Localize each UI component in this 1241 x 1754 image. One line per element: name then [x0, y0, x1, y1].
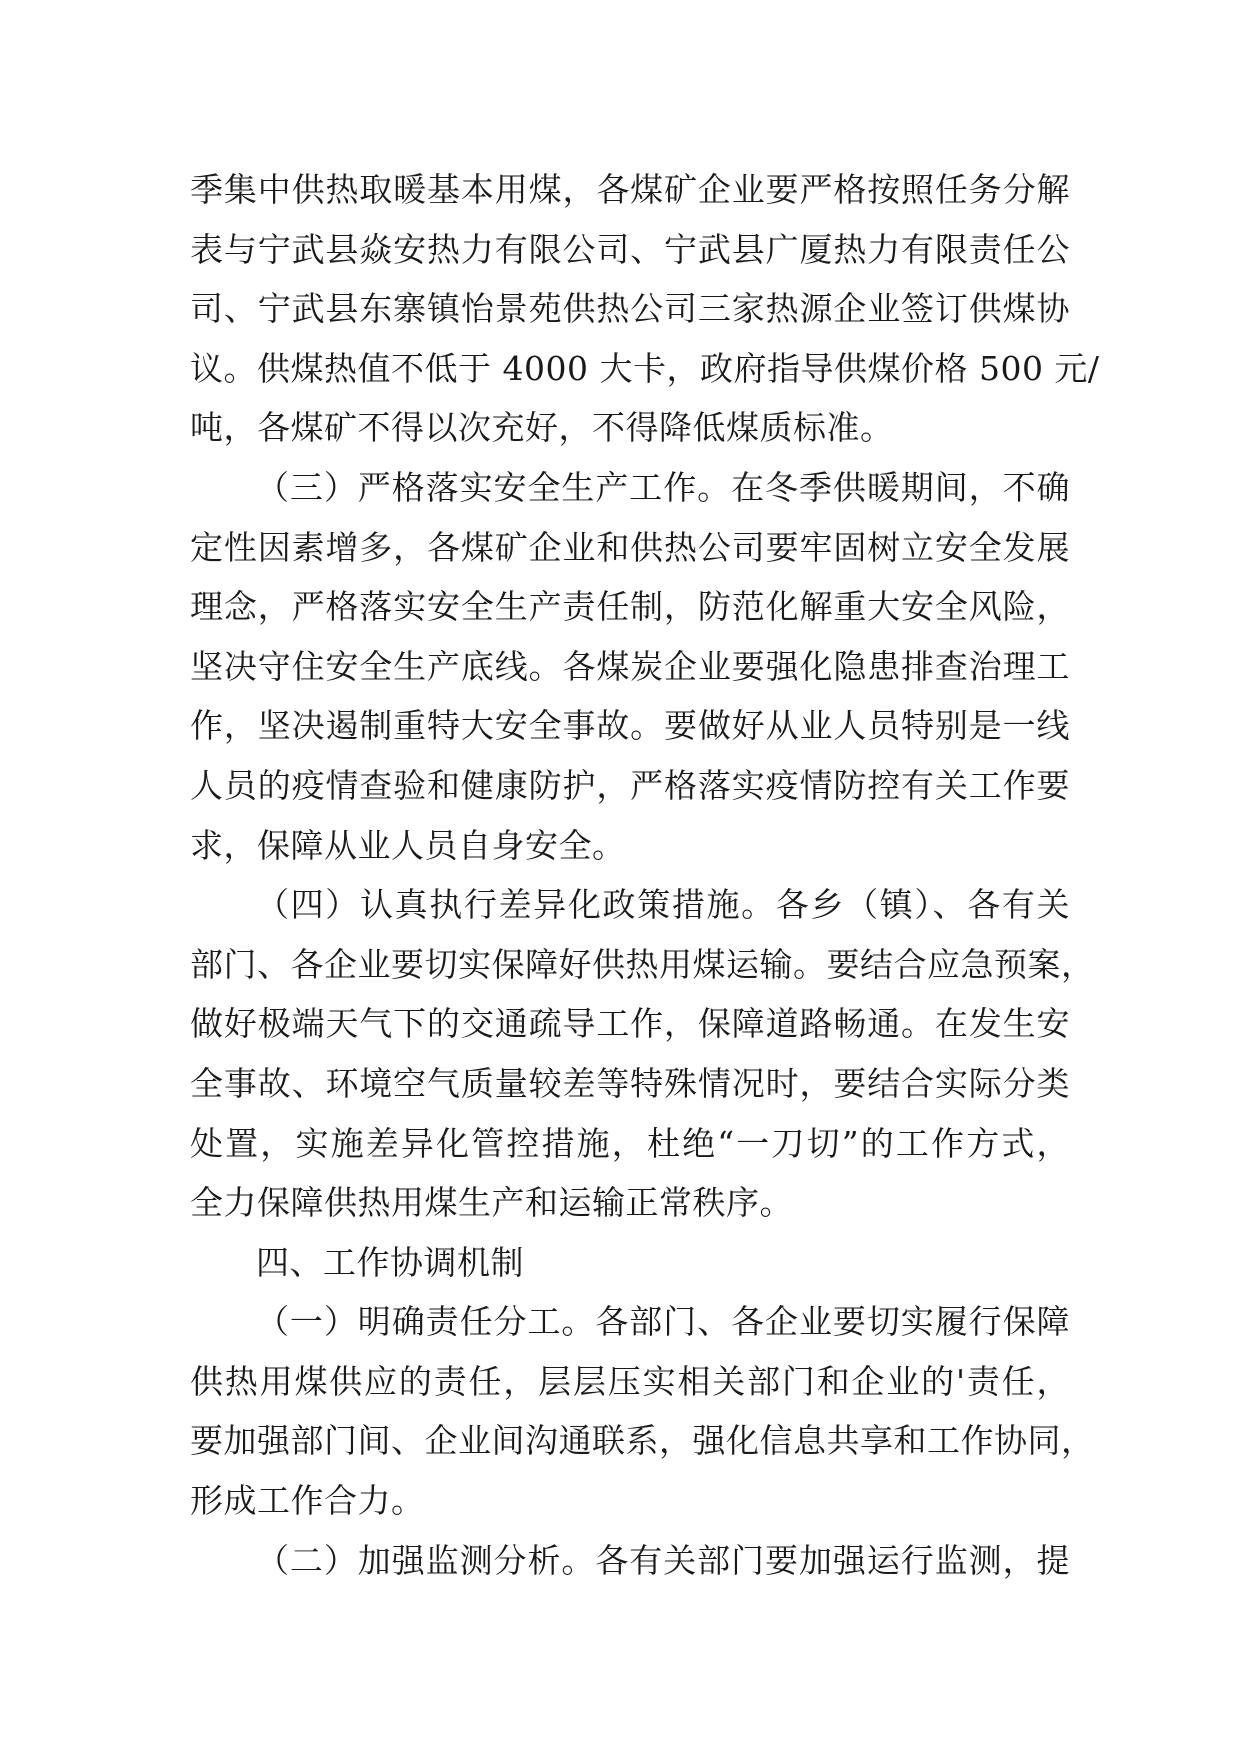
text-line: 求，保障从业人员自身安全。 [190, 825, 626, 865]
text-line: 部门、各企业要切实保障好供热用煤运输。要结合应急预案， [190, 944, 1095, 984]
text-line: 司、宁武县东寨镇怡景苑供热公司三家热源企业签订供煤协 [190, 289, 1070, 329]
text-line: 理念，严格落实安全生产责任制，防范化解重大安全风险， [190, 587, 1070, 627]
text-line: 坚决守住安全生产底线。各煤炭企业要强化隐患排查治理工 [190, 646, 1070, 686]
text-line: 表与宁武县焱安热力有限公司、宁武县广厦热力有限责任公 [190, 229, 1070, 269]
text-line: 全事故、环境空气质量较差等特殊情况时，要结合实际分类 [190, 1063, 1070, 1103]
document-body [190, 160, 1100, 1590]
text-line: 要加强部门间、企业间沟通联系，强化信息共享和工作协同， [190, 1421, 1095, 1461]
text-line: 定性因素增多，各煤矿企业和供热公司要牢固树立安全发展 [190, 527, 1070, 567]
text-line: 吨，各煤矿不得以次充好，不得降低煤质标准。 [190, 408, 894, 448]
text-line: （三）严格落实安全生产工作。在冬季供暖期间，不确 [256, 467, 1070, 507]
text-line: （二）加强监测分析。各有关部门要加强运行监测，提 [256, 1540, 1070, 1580]
text-line: （一）明确责任分工。各部门、各企业要切实履行保障 [256, 1302, 1070, 1342]
section-heading: 四、工作协调机制 [256, 1242, 524, 1282]
text-line: 作，坚决遏制重特大安全事故。要做好从业人员特别是一线 [190, 706, 1070, 746]
text-line: 全力保障供热用煤生产和运输正常秩序。 [190, 1183, 793, 1223]
text-line: 议。供煤热值不低于 4000 大卡，政府指导供煤价格 500 元/ [190, 348, 1100, 388]
text-line: 季集中供热取暖基本用煤，各煤矿企业要严格按照任务分解 [190, 170, 1070, 209]
text-line: 处置，实施差异化管控措施，杜绝“一刀切”的工作方式， [190, 1123, 1070, 1163]
text-line: 做好极端天气下的交通疏导工作，保障道路畅通。在发生安 [190, 1004, 1070, 1044]
text-line: 形成工作合力。 [190, 1481, 425, 1521]
text-line: 人员的疫情查验和健康防护，严格落实疫情防控有关工作要 [190, 765, 1070, 805]
text-line: （四）认真执行差异化政策措施。各乡（镇）、各有关 [256, 885, 1070, 925]
text-line: 供热用煤供应的责任，层层压实相关部门和企业的'责任， [190, 1361, 1070, 1401]
